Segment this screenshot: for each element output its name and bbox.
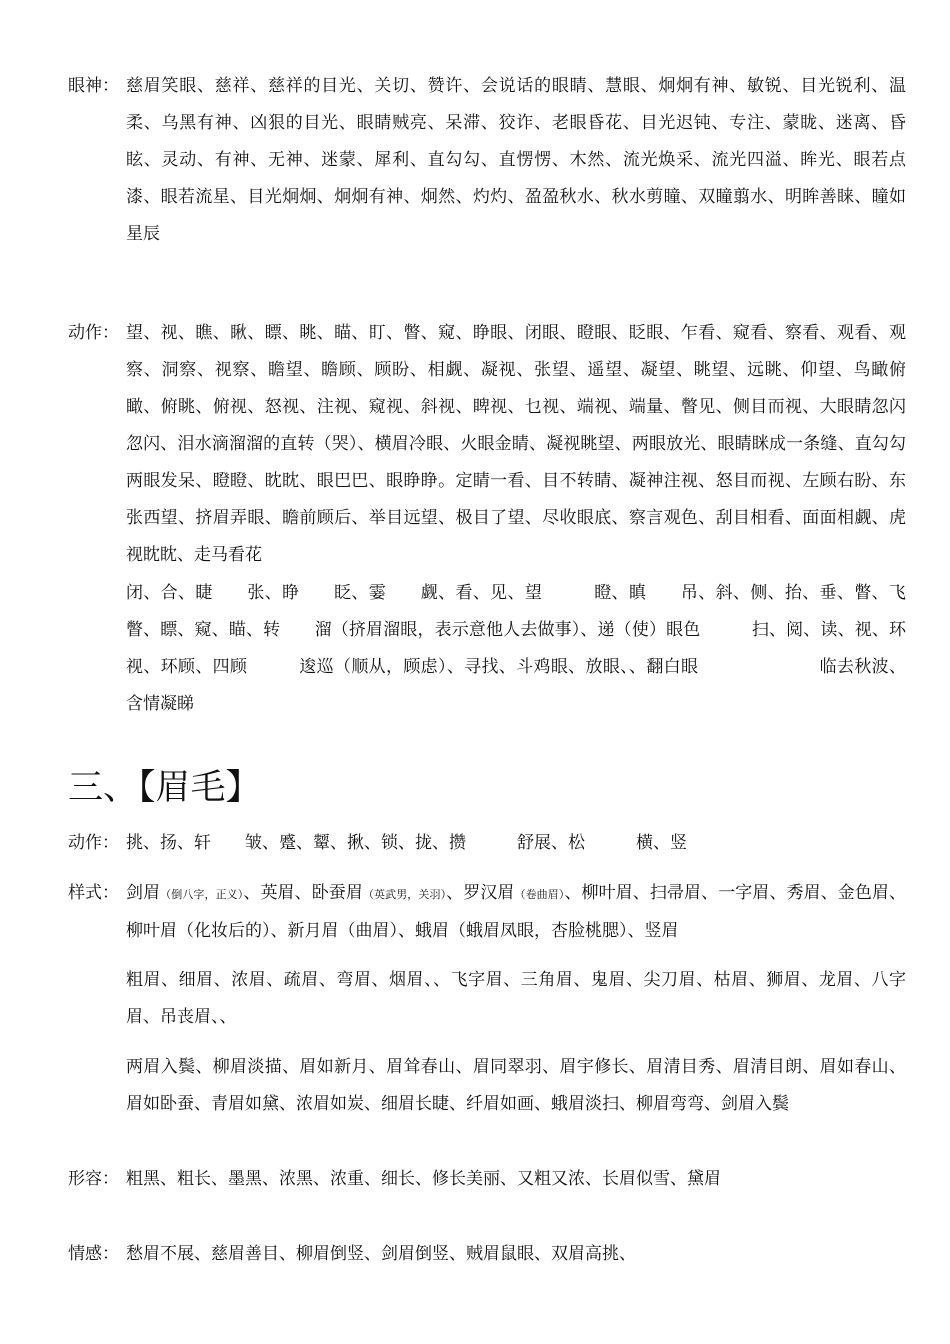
brow-style-note-3: （卷曲眉） [514,888,565,901]
brow-style-text-c: 、罗汉眉 [446,883,515,903]
brow-style-note-1: （倒八字，正义） [160,888,244,901]
brow-style-paragraph-3: 两眉入鬓、柳眉淡描、眉如新月、眉耸春山、眉同翠羽、眉宇修长、眉清目秀、眉清目朗、眉如春山、眉如卧蚕、青眉如黛、浓眉如炭、细眉长睫、纤眉如画、蛾眉淡扫、柳眉弯弯、剑眉入鬓 [126,1057,906,1114]
eye-expression-label: 眼神： [68,76,119,96]
brow-emotion-text: 愁眉不展、慈眉善目、柳眉倒竖、剑眉倒竖、贼眉鼠眼、双眉高挑、 [126,1244,636,1264]
brow-style-label: 样式： [68,883,119,903]
eye-action-extra: 闭、合、睫 张、睁 眨、霎 觑、看、见、望 瞪、瞋 吊、斜、侧、抬、垂、瞥、飞瞥、瞟、窥、瞄、转 溜（挤眉溜眼，表示意他人去做事）、递（使）眼色 扫、阅、读、视、环视、环顾、四顾 逡巡（顺从，顾虑）、寻找、斗鸡眼、放眼、、翻白眼 临去秋波、含情凝睇 [126,583,906,714]
brow-style-paragraph-1 [126,875,906,950]
brow-style-entry [68,875,906,950]
brow-style-text-b: 、英眉、卧蚕眉 [243,883,363,903]
brow-shape-text: 粗黑、粗长、墨黑、浓黑、浓重、细长、修长美丽、又粗又浓、长眉似雪、黛眉 [126,1169,721,1189]
brow-style-text-d: 、柳叶眉、扫帚眉、一字眉、秀眉、金色眉、柳叶眉（化妆后的）、新月眉（曲眉）、蛾眉（蛾眉凤眼，杏脸桃腮）、竖眉 [126,883,907,941]
eye-action-text: 望、视、瞧、瞅、瞟、眺、瞄、盯、瞥、窥、睁眼、闭眼、瞪眼、眨眼、乍看、窥看、察看、观看、观察、洞察、视察、瞻望、瞻顾、顾盼、相觑、凝视、张望、遥望、凝望、眺望、远眺、仰望、鸟瞰俯瞰、俯眺、俯视、怒视、注视、窥视、斜视、睥视、乜视、端视、端量、瞥见、侧目而视、大眼睛忽闪忽闪、泪水滴溜溜的直转（哭）、横眉冷眼、火眼金睛、凝视眺望、两眼放光、眼睛眯成一条缝、直勾勾两眼发呆、瞪瞪、眈眈、眼巴巴、眼睁睁。定睛一看、目不转睛、凝神注视、怒目而视、左顾右盼、东张西望、挤眉弄眼、瞻前顾后、举目远望、极目了望、尽收眼底、察言观色、刮目相看、面面相觑、虎视眈眈、走马看花 [126,323,906,565]
brow-style-paragraph-2: 粗眉、细眉、浓眉、疏眉、弯眉、烟眉、、飞字眉、三角眉、鬼眉、尖刀眉、枯眉、狮眉、龙眉、八字眉、吊丧眉、、 [126,970,906,1027]
brow-emotion-label: 情感： [68,1244,119,1264]
section-heading: 三、【眉毛】 [68,768,261,808]
brow-emotion-entry [68,1236,906,1273]
eye-expression-text: 慈眉笑眼、慈祥、慈祥的目光、关切、赞许、会说话的眼睛、慧眼、炯炯有神、敏锐、目光锐利、温柔、乌黑有神、凶狠的目光、眼睛贼亮、呆滞、狡诈、老眼昏花、目光迟钝、专注、蒙眬、迷离、昏眩、灵动、有神、无神、迷蒙、犀利、直勾勾、直愣愣、木然、流光焕采、流光四溢、眸光、眼若点漆、眼若流星、目光炯炯、炯炯有神、炯然、灼灼、盈盈秋水、秋水剪瞳、双瞳翦水、明眸善睐、瞳如星辰 [126,76,906,244]
eye-action-label: 动作： [68,323,119,343]
brow-style-note-2: （英武男，关羽） [362,888,447,901]
brow-shape-label: 形容： [68,1169,119,1189]
eye-expression-entry [68,68,906,253]
brow-action-entry [68,825,906,862]
brow-action-label: 动作： [68,833,119,853]
brow-action-text: 挑、扬、轩 皱、蹙、颦、揪、锁、拢、攒 舒展、松 横、竖 [126,833,687,853]
eye-action-entry [68,315,906,574]
brow-shape-entry [68,1161,906,1198]
brow-style-text-a: 剑眉 [126,883,161,903]
